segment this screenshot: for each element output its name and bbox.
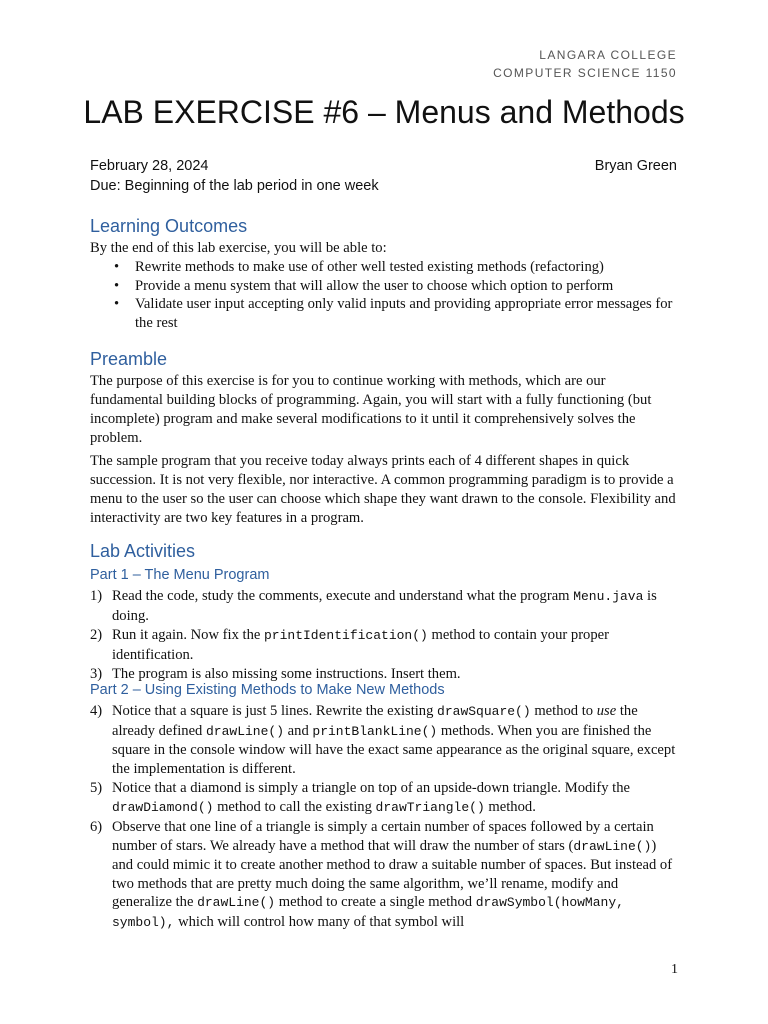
step-item: 2) Run it again. Now fix the printIdentification() method to contain your proper identification.: [90, 627, 609, 663]
list-item: • Rewrite methods to make use of other well tested existing methods (refactoring): [114, 259, 604, 275]
part2-steps: [90, 702, 680, 933]
learning-outcomes-heading: Learning Outcomes: [90, 216, 248, 236]
part2-heading: Part 2 – Using Existing Methods to Make New Methods: [90, 682, 445, 698]
code-snippet: drawDiamond(): [112, 799, 214, 815]
code-snippet: printIdentification(): [264, 628, 428, 643]
step-item: 4) Notice that a square is just 5 lines. Rewrite the existing drawSquare() method to use the already defined drawLine() and printBlankLine() methods. When you are finished the square in the console window will have the exact same appearance as the original square, except the implementation is different.: [90, 703, 676, 777]
code-snippet: drawLine(): [197, 895, 276, 910]
list-item: • Provide a menu system that will allow the user to choose which option to perform: [114, 277, 614, 294]
bullet-icon: •: [114, 277, 120, 294]
step-item: 3) The program is also missing some instructions. Insert them.: [90, 666, 461, 682]
bullet-icon: •: [114, 259, 120, 275]
document-title: LAB EXERCISE #6 – Menus and Methods: [83, 94, 685, 130]
document-author: Bryan Green: [594, 158, 677, 174]
preamble-heading: Preamble: [90, 349, 168, 369]
document-date: February 28, 2024: [90, 158, 209, 174]
step-item: 6) Observe that one line of a triangle is simply a certain number of spaces followed by a certain number of stars. We already have a method that will draw the number of stars (drawLine()) and could mimic it to create another method to draw a suitable number of spaces. But instead of two methods that are pretty much doing the same algorithm, we’ll rename, modify and generalize the drawLine() method to create a single method drawSymbol(howMany, symbol), which will control how many of that symbol will: [90, 819, 673, 930]
code-snippet: drawTriangle(): [375, 799, 485, 815]
course-header: [493, 46, 677, 82]
learning-outcomes-intro: By the end of this lab exercise, you will be able to:: [90, 240, 387, 256]
page-number: 1: [671, 962, 678, 977]
course-name: COMPUTER SCIENCE 1150: [493, 66, 677, 80]
code-snippet: drawLine(): [206, 723, 285, 739]
list-item: • Validate user input accepting only valid inputs and providing appropriate error messages for the rest: [114, 296, 673, 331]
code-snippet: printBlankLine(): [312, 723, 438, 739]
part1-steps: [90, 587, 680, 685]
college-name: LANGARA COLLEGE: [539, 48, 677, 62]
step-item: 1) Read the code, study the comments, execute and understand what the program Menu.java is doing.: [90, 588, 657, 624]
lab-activities-heading: Lab Activities: [90, 541, 196, 561]
part1-heading: Part 1 – The Menu Program: [90, 567, 270, 583]
code-snippet: Menu.java: [573, 589, 644, 604]
preamble-paragraph-2: The sample program that you receive today always prints each of 4 different shapes in quick succession. It is not very flexible, nor interactive. A common programming paradigm is to provide a menu to the user so the user can choose which shape they want drawn to the console. Flexibility and interactivity are two key features in a program.: [90, 453, 676, 526]
code-snippet: drawSquare(): [437, 704, 531, 719]
preamble-paragraph-1: The purpose of this exercise is for you to continue working with methods, which are our fundamental building blocks of programming. Again, you will start with a fully functioning (but incomplete) program and make several modifications to it until it comprehensively solves the problem.: [90, 373, 652, 446]
due-date: Due: Beginning of the lab period in one week: [90, 178, 379, 194]
code-snippet: drawSymbol(howMany, symbol),: [112, 895, 624, 930]
bullet-icon: •: [114, 296, 120, 312]
learning-outcomes-list: [90, 258, 680, 332]
step-item: 5) Notice that a diamond is simply a triangle on top of an upside-down triangle. Modify the drawDiamond() method to call the existing drawTriangle() method.: [90, 780, 630, 815]
code-snippet: drawLine(): [573, 838, 652, 854]
